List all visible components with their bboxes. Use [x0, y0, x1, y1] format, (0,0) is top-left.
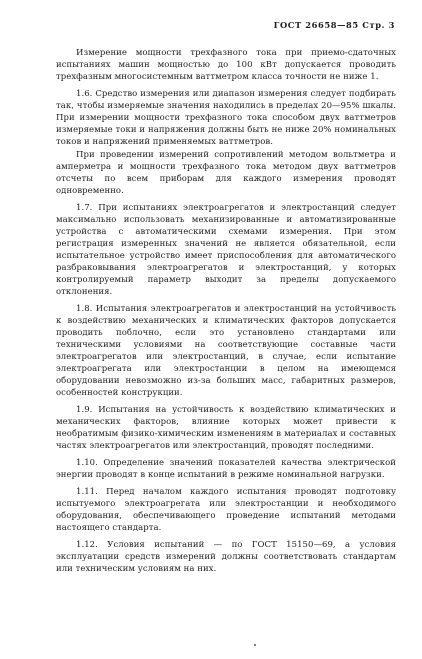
paragraph-1-6-note: При проведении измерений сопротивлений методом вольтметра и амперметра и мощности трехфазного тока методом двух ваттметров отсчеты по всем приборам для каждого измерения проводят одновременно.: [56, 150, 396, 196]
paragraph-1-5-continued: Измерение мощности трехфазного тока при приемо-сдаточных испытаниях машин мощностью до 100 кВт допускается проводить трехфазным многосистемным ваттметром класса точности не ниже 1.: [56, 48, 396, 82]
paragraph-1-10: 1.10. Определение значений показателей качества электрической энергии проводят в конце испытаний в режиме номинальной нагрузки.: [56, 458, 396, 480]
paragraph-1-11: 1.11. Перед началом каждого испытания проводят подготовку испытуемого электроагрегата или электростанции и необходимого оборудования, обеспечивающего проведение испытаний методами настоящего стандарта.: [56, 487, 396, 533]
paragraph-1-6: 1.6. Средство измерения или диапазон измерения следует подбирать так, чтобы измеряемые значения находились в пределах 20—95% шкалы. При измерении мощности трехфазного тока способом двух ваттметров измеряемые токи и напряжения должны быть не ниже 20% номинальных токов и напряжений применяемых ваттметров.: [56, 89, 396, 147]
page-header: [56, 20, 395, 30]
paragraph-1-7: 1.7. При испытаниях электроагрегатов и электростанций следует максимально использовать механизированные и автоматизированные устройства с автоматическими схемами измерения. При этом регистрация измеренных значений не является обязательной, если испытательное устройство имеет приспособления для автоматического разбраковывания электроагрегатов и электростанций, у которых контролируемый параметр выходит за пределы допускаемого отклонения.: [56, 203, 396, 297]
paragraph-1-8: 1.8. Испытания электроагрегатов и электростанций на устойчивость к воздействию механических и климатических факторов допускается проводить поблочно, если это установлено стандартами или техническими условиями на соответствующие составные части электроагрегатов или электростанций, в случае, если испытание электроагрегата или электростанции в целом на имеющемся оборудовании невозможно из-за больших масс, габаритных размеров, особенностей конструкции.: [56, 304, 396, 398]
paragraph-1-12: 1.12. Условия испытаний — по ГОСТ 15150—69, а условия эксплуатации средств измерений должны соответствовать стандартам или техническим условиям на них.: [56, 540, 396, 574]
page-number: Стр. 3: [362, 20, 395, 30]
document-body: [56, 47, 396, 575]
paragraph-1-9: 1.9. Испытания на устойчивость к воздействию климатических и механических факторов, влияние которых может привести к необратимым физико-химическим изменениям в материалах и составных частях электроагрегатов или электростанций, проводят последними.: [56, 405, 396, 451]
standard-number: ГОСТ 26658—85: [273, 20, 359, 30]
scan-speck: [254, 644, 256, 646]
